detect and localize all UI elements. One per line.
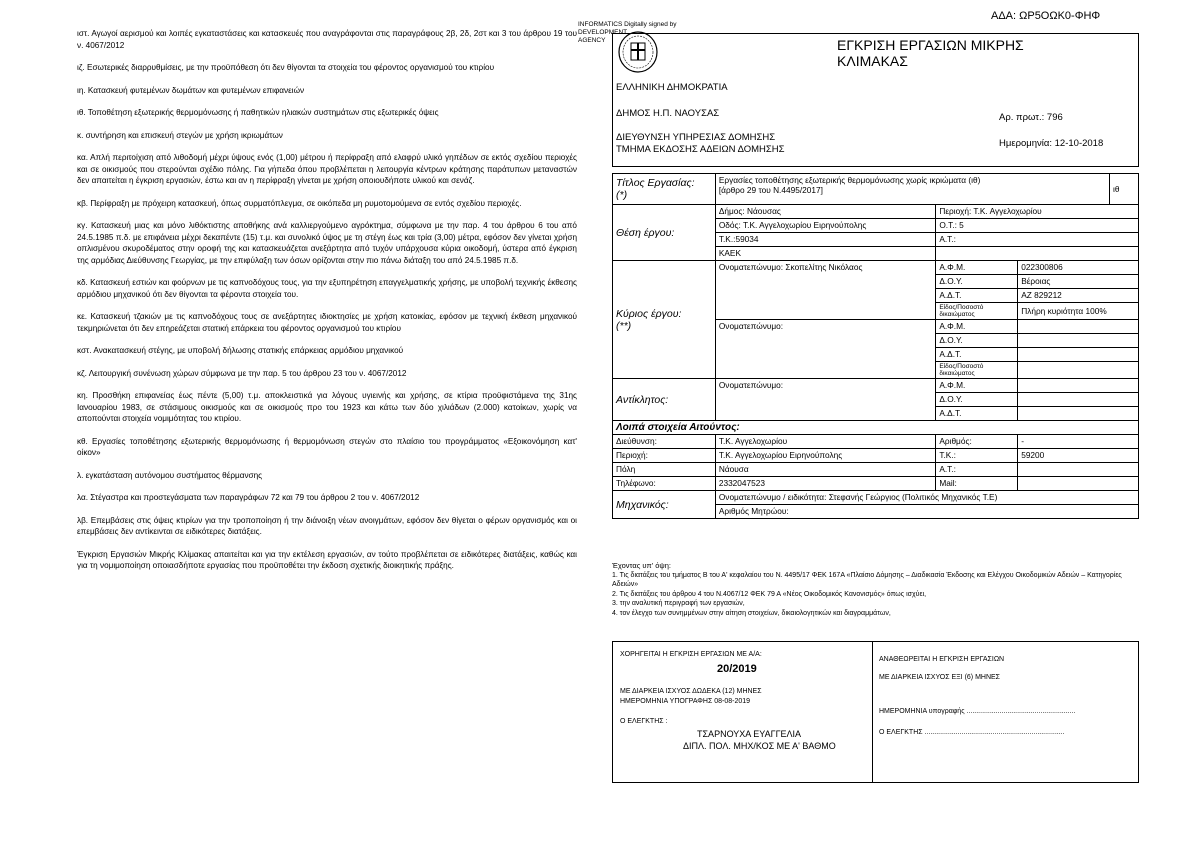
stamp-line: INFORMATICS Digitally signed by [578, 21, 677, 28]
table-row [613, 421, 1139, 435]
revision-signature-date: ΗΜΕΡΟΜΗΝΙΑ υπογραφής ........................................................ [879, 708, 1076, 715]
cell: Πλήρη κυριότητα 100% [1018, 303, 1139, 320]
table-row [613, 261, 1139, 275]
table-row [613, 174, 1139, 205]
cell [1018, 477, 1139, 491]
cell: Τηλέφωνο: [613, 477, 716, 491]
table-row [613, 205, 1139, 219]
engineer-registry: Αριθμός Μητρώου: [715, 505, 1138, 519]
cell: Οδός: Τ.Κ. Αγγελοχωρίου Ειρηνούπολης [715, 219, 936, 233]
signature-date: ΗΜΕΡΟΜΗΝΙΑ ΥΠΟΓΡΑΦΗΣ 08-08-2019 [620, 698, 751, 705]
cell: Βέροιας [1018, 275, 1139, 289]
item-text: κστ. Ανακατασκευή στέγης, με υποβολή δήλωσης στατικής επάρκειας αρμόδιου μηχανικού [77, 346, 404, 355]
owner-1-name: Ονοματεπώνυμο: Σκοπελίτης Νικόλαος [715, 261, 936, 320]
cell-line: δικαιώματος [939, 370, 975, 377]
cell: Α.Δ.Τ. [936, 348, 1018, 362]
cell [936, 247, 1139, 261]
note-item: 4. τον έλεγχο των συνημμένων στην αίτηση στοιχείων, δικαιολογητικών και διαγραμμάτων, [612, 609, 891, 617]
cell: 022300806 [1018, 261, 1139, 275]
inspector-title: ΔΙΠΛ. ΠΟΛ. ΜΗΧ/ΚΟΣ ΜΕ Α' ΒΑΘΜΟ [683, 741, 836, 751]
cell: Α.Τ.: [936, 233, 1139, 247]
application-details-table [612, 173, 1139, 519]
table-row [613, 463, 1139, 477]
approval-box [612, 641, 1139, 783]
item-text: κδ. Κατασκευή εστιών και φούρνων με τις καπνοδόχους τους, για την εξυπηρέτηση επαγγελματικής χρήσης, με υποβολή τεχνικής έκθεσης αρμόδιου μηχανικού ότι δεν θίγονται τα φέροντα στοιχεία του. [77, 278, 577, 299]
approval-number: 20/2019 [717, 663, 757, 675]
cell: Πόλη [613, 463, 716, 477]
cell: Α.Δ.Τ. [936, 289, 1018, 303]
cell-line: Είδος/Ποσοστό [939, 363, 984, 370]
item-text: ιη. Κατασκευή φυτεμένων δωμάτων και φυτεμένων επιφανειών [77, 85, 305, 95]
title-line: ΚΛΙΜΑΚΑΣ [837, 53, 908, 69]
document-title [837, 37, 1024, 69]
protocol-number: Αρ. πρωτ.: 796 [999, 112, 1063, 123]
representative-label: Αντίκλητος: [613, 379, 716, 421]
cell [936, 362, 1018, 379]
item-text: κ. συντήρηση και επισκευή στεγών με χρήση ικριωμάτων [77, 130, 283, 140]
representative-name: Ονοματεπώνυμο: [715, 379, 936, 421]
item-text: κζ. Λειτουργική συνένωση χώρων σύμφωνα με την παρ. 5 του άρθρου 23 του ν. 4067/2012 [77, 368, 407, 378]
considerations-notes [612, 561, 1142, 618]
note-item: 1. Τις διατάξεις του τμήματος Β του Α' κεφαλαίου του Ν. 4495/17 ΦΕΚ 167Α «Πλαίσιο Δόμησης – Διαδικασία Έκδοσης και Ελέγχου Οικοδομικών Αδειών – Κατηγορίες Αδειών» [612, 571, 1122, 588]
table-row [613, 449, 1139, 463]
cell-line: Είδος/Ποσοστό [939, 304, 984, 311]
cell: Ο.Τ.: 5 [936, 219, 1139, 233]
work-title-label [613, 174, 716, 205]
item-text: ιζ. Εσωτερικές διαρρυθμίσεις, με την προϋπόθεση ότι δεν θίγονται τα στοιχεία του φέροντος οργανισμού του κτιρίου [77, 63, 495, 72]
cell: Τ.Κ. Αγγελοχωρίου [715, 435, 936, 449]
issue-date: Ημερομηνία: 12-10-2018 [999, 138, 1104, 149]
item-text: λβ. Επεμβάσεις στις όψεις κτιρίων για την τροποποίηση ή την διάνοιξη νέων ανοιγμάτων, εφόσον δεν θίγεται ο φέρων οργανισμός και οι επεμβάσεις δεν αντίκεινται σε ειδικότερες διατάξεις. [77, 515, 577, 536]
value-line: [άρθρο 29 του Ν.4495/2017] [718, 185, 823, 195]
owner-2-name: Ονοματεπώνυμο: [715, 320, 936, 379]
item-text: κγ. Κατασκευή μιας και μόνο λιθόκτιστης αποθήκης ανά καλλιεργούμενο αγρόκτημα, σύμφωνα με την παρ. 4 του άρθρου 6 του από 24.5.1985 π.δ. με επιφάνεια μέχρι δεκαπέντε (15) τ.μ. και συνολικό ύψος με τη στέγη έως και τρία (3,00) μέτρα, εφόσον δεν γίνεται χρήση οπλισμένου σκυροδέματος στην οροφή της και κατασκευάζεται ανεξάρτητα από τυχόν υπάρχουσα κύρια οικοδομή, ύστερα από έγκριση της αρμόδιας Διεύθυνσης Γεωργίας, με την επιφύλαξη των όσων ορίζονται στην πιο πάνω διάταξη του από 24.5.1985 π.δ. [77, 221, 577, 265]
cell: 59200 [1018, 449, 1139, 463]
directorate-label: ΔΙΕΥΘΥΝΣΗ ΥΠΗΡΕΣΙΑΣ ΔΟΜΗΣΗΣ [616, 132, 776, 143]
municipality-label: ΔΗΜΟΣ Η.Π. ΝΑΟΥΣΑΣ [616, 108, 720, 119]
work-title-value [715, 174, 1109, 205]
cell: - [1018, 435, 1139, 449]
item-text: λ. εγκατάσταση αυτόνομου συστήματος θέρμανσης [77, 470, 263, 480]
cell [936, 303, 1018, 320]
inspector-label: Ο ΕΛΕΓΚΤΗΣ : [620, 718, 668, 725]
left-column-text [77, 28, 577, 583]
cell: Α.Φ.Μ. [936, 320, 1018, 334]
cell: Δ.Ο.Υ. [936, 334, 1018, 348]
item-text: Έγκριση Εργασιών Μικρής Κλίμακας απαιτείται και για την εκτέλεση εργασιών, αν τούτο προβλέπεται σε ειδικότερες διατάξεις, καθώς και για τη νομιμοποίηση οποιασδήποτε εργασίας που προϋποθέτει την έκδοση σχετικής διοικητικής πράξης. [77, 549, 577, 570]
cell: Περιοχή: [613, 449, 716, 463]
department-label: ΤΜΗΜΑ ΕΚΔΟΣΗΣ ΑΔΕΙΩΝ ΔΟΜΗΣΗΣ [616, 144, 785, 155]
cell: Περιοχή: Τ.Κ. Αγγελοχωρίου [936, 205, 1139, 219]
ada-code: ΑΔΑ: ΩΡ5ΟΩΚ0-ΦΗΦ [991, 10, 1101, 22]
item-text: ιστ. Αγωγοί αερισμού και λοιπές εγκαταστάσεις και κατασκευές που αναγράφονται στις παραγράφους 2β, 2δ, 2στ και 3 του άρθρου 19 του ν. 4067/2012 [77, 29, 577, 50]
item-text: κη. Προσθήκη επιφανείας έως πέντε (5,00) τ.μ. αποκλειστικά για λόγους υγιεινής και χρήσης, σε κτίρια προϋφιστάμενα της 31ης Ιανουαρίου 1983, σε στάσιμους οικισμούς και σε οικισμούς προ του 1923 και κάτω των δύο χιλιάδων (2.000) κατοίκων, χωρίς να αποπούνται στοιχεία νομιμότητας του κτιρίου. [77, 391, 577, 423]
notes-heading: Έχοντας υπ' όψη: [612, 561, 671, 570]
owner-label [613, 261, 716, 379]
engineer-label: Μηχανικός: [613, 491, 716, 519]
revision-label: ΑΝΑΘΕΩΡΕΙΤΑΙ Η ΕΓΚΡΙΣΗ ΕΡΓΑΣΙΩΝ [879, 656, 1005, 663]
title-line: ΕΓΚΡΙΣΗ ΕΡΓΑΣΙΩΝ ΜΙΚΡΗΣ [837, 37, 1024, 53]
validity-6-months: ΜΕ ΔΙΑΡΚΕΙΑ ΙΣΧΥΟΣ ΕΞΙ (6) ΜΗΝΕΣ [879, 674, 1001, 681]
label-mark: (*) [616, 189, 628, 201]
table-row [613, 435, 1139, 449]
note-item: 2. Τις διατάξεις του άρθρου 4 του Ν.4067/12 ΦΕΚ 79 Α «Νέος Οικοδομικός Κανονισμός» όπως ισχύει, [612, 590, 927, 598]
work-code: ιθ [1109, 174, 1138, 205]
validity-12-months: ΜΕ ΔΙΑΡΚΕΙΑ ΙΣΧΥΟΣ ΔΩΔΕΚΑ (12) ΜΗΝΕΣ [620, 688, 762, 695]
table-row [613, 491, 1139, 505]
engineer-name: Ονοματεπώνυμο / ειδικότητα: Στεφανής Γεώργιος (Πολιτικός Μηχανικός Τ.Ε) [715, 491, 1138, 505]
revision-inspector: Ο ΕΛΕΓΚΤΗΣ ........................................................................ [879, 729, 1065, 736]
stamp-line: DEVELOPMENT [578, 29, 628, 36]
cell: ΚΑΕΚ [715, 247, 936, 261]
cell [1018, 393, 1139, 407]
document-header [612, 33, 1139, 167]
item-text: κα. Απλή περιτοίχιση από λιθοδομή μέχρι ύψους ενός (1,00) μέτρου ή περίφραξη από ελαφρύ υλικό γηπέδων σε εκτός σχεδίου περιοχές και σε οικισμούς που στερούνται σχέδιο πόλης. Για γήπεδα όπου προβλέπεται η λειτουργία κέντρων κράτησης παράτυπων μεταναστών δεν απαιτείται η έγκριση εργασιών, έστω και αν η περίφραξη γίνεται με χρήση οποιουδήποτε υλικού και σενάζ. [77, 153, 577, 185]
cell: Διεύθυνση: [613, 435, 716, 449]
cell: 2332047523 [715, 477, 936, 491]
approval-revision-section [873, 642, 1138, 782]
cell [1018, 348, 1139, 362]
republic-label: ΕΛΛΗΝΙΚΗ ΔΗΜΟΚΡΑΤΙΑ [616, 82, 728, 93]
item-text: κε. Κατασκευή τζακιών με τις καπνοδόχους τους σε ανεξάρτητες ιδιοκτησίες με χρήση κατοικίας, εφόσον με τεχνική έκθεση μηχανικού τεκμηριώνεται ότι δεν επηρεάζεται στατική επάρκεια του φέροντος οργανισμού του κτιρίου [77, 312, 577, 333]
cell: Τ.Κ.:59034 [715, 233, 936, 247]
cell: Α.Φ.Μ. [936, 379, 1018, 393]
cell [1018, 463, 1139, 477]
project-location-label: Θέση έργου: [613, 205, 716, 261]
table-row [613, 477, 1139, 491]
item-text: λα. Στέγαστρα και προστεγάσματα των παραγράφων 72 και 79 του άρθρου 2 του ν. 4067/2012 [77, 493, 420, 502]
inspector-name: ΤΣΑΡΝΟΥΧΑ ΕΥΑΓΓΕΛΙΑ [697, 729, 802, 739]
value-line: Εργασίες τοποθέτησης εξωτερικής θερμομόνωσης χωρίς ικριώματα (ιθ) [718, 175, 981, 185]
cell [1018, 407, 1139, 421]
cell: Δ.Ο.Υ. [936, 275, 1018, 289]
cell: Τ.Κ. Αγγελοχωρίου Ειρηνούπολης [715, 449, 936, 463]
cell-line: δικαιώματος [939, 311, 975, 318]
grant-label: ΧΟΡΗΓΕΙΤΑΙ Η ΕΓΚΡΙΣΗ ΕΡΓΑΣΙΩΝ ΜΕ Α/Α: [620, 651, 762, 658]
cell: Α.Δ.Τ. [936, 407, 1018, 421]
greek-emblem-icon [617, 30, 659, 74]
cell: Νάουσα [715, 463, 936, 477]
cell [1018, 334, 1139, 348]
item-text: ιθ. Τοποθέτηση εξωτερικής θερμομόνωσης ή παθητικών ηλιακών συστημάτων στις εξωτερικές όψεις [77, 108, 439, 117]
label-mark: (**) [616, 319, 632, 332]
applicant-other-details-label: Λοιπά στοιχεία Αιτούντος: [613, 421, 1139, 435]
approval-grant-section [613, 642, 873, 782]
item-text: κθ. Εργασίες τοποθέτησης εξωτερικής θερμομόνωσης ή θερμομόνωση στεγών στο πλαίσιο του προγράμματος «Εξοικονόμηση κατ' οίκον» [77, 436, 577, 457]
stamp-line: AGENCY [578, 37, 606, 44]
cell [1018, 379, 1139, 393]
cell: Mail: [936, 477, 1018, 491]
cell: Τ.Κ.: [936, 449, 1018, 463]
label-text: Τίτλος Εργασίας: [616, 177, 695, 189]
note-item: 3. την αναλυτική περιγραφή των εργασιών, [612, 600, 745, 607]
cell: ΑΖ 829212 [1018, 289, 1139, 303]
cell: Δ.Ο.Υ. [936, 393, 1018, 407]
cell [1018, 320, 1139, 334]
cell: Α.Φ.Μ. [936, 261, 1018, 275]
table-row [613, 379, 1139, 393]
cell: Α.Τ.: [936, 463, 1018, 477]
cell: Αριθμός: [936, 435, 1018, 449]
item-text: κβ. Περίφραξη με πρόχειρη κατασκευή, όπως συρματόπλεγμα, σε οικόπεδα μη ρυμοτομούμενα σε εντός σχεδίου περιοχές. [77, 198, 522, 208]
cell [1018, 362, 1139, 379]
label-text: Κύριος έργου: [616, 307, 682, 320]
cell: Δήμος: Νάουσας [715, 205, 936, 219]
